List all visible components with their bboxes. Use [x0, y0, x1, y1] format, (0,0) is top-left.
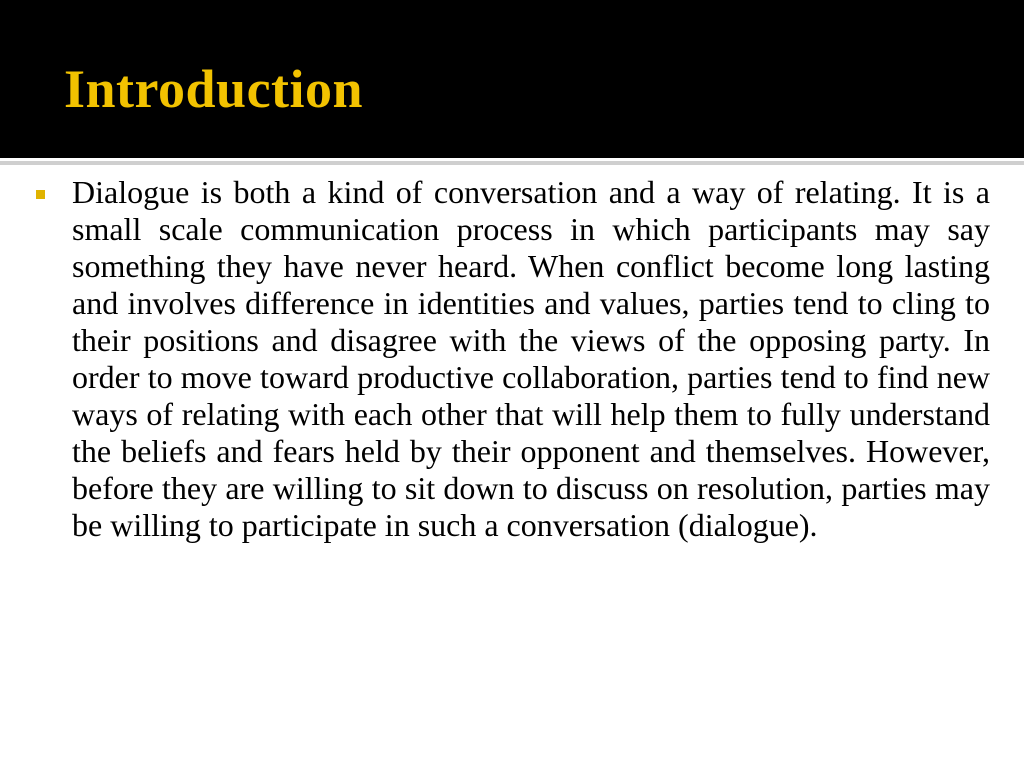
bullet-list [36, 174, 990, 544]
slide-title: Introduction [64, 59, 364, 119]
square-bullet-icon [36, 190, 45, 199]
bullet-text: Dialogue is both a kind of conversation and a way of relating. It is a small scale communication process in which participants may say something they have never heard. When conflict become long lasting and involves difference in identities and values, parties tend to cling to their positions and disagree with the views of the opposing party. In order to move toward productive collaboration, parties tend to find new ways of relating with each other that will help them to fully understand the beliefs and fears held by their opponent and themselves. However, before they are willing to sit down to discuss on resolution, parties may be willing to participate in such a conversation (dialogue). [72, 174, 990, 543]
title-divider [0, 161, 1024, 165]
title-bar [0, 0, 1024, 158]
